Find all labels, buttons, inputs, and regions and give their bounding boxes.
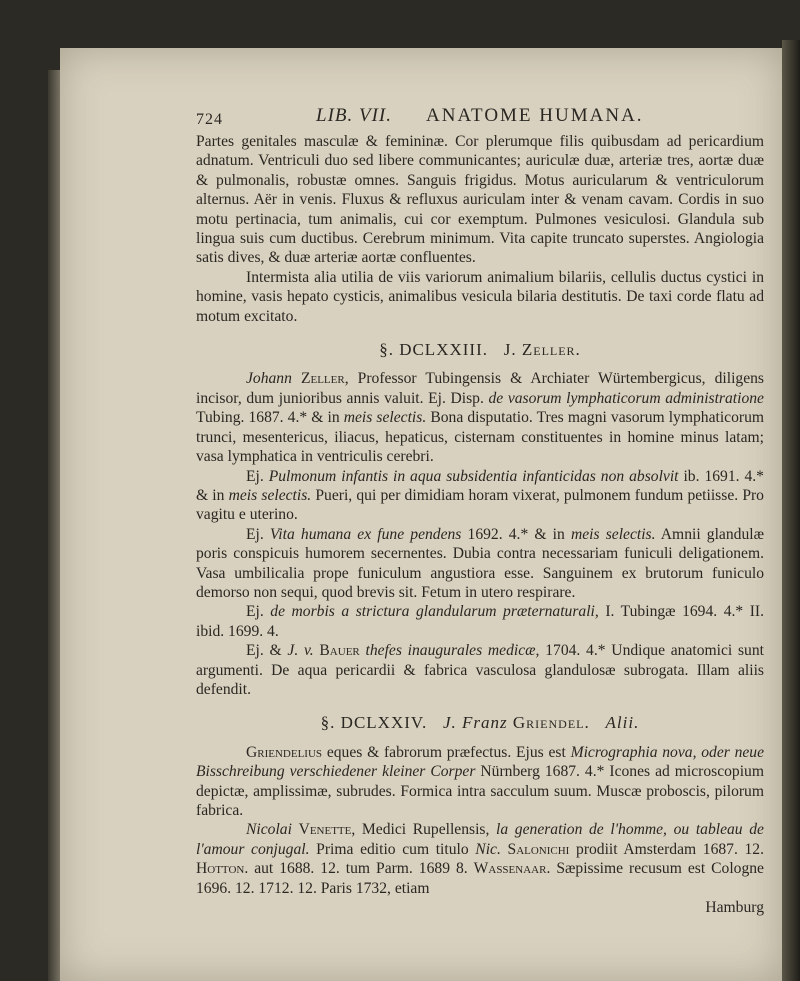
text-run: aut 1688. 12. tum Parm. 1689 8. [254,860,468,878]
text-run: 1704. 4.* Undique anatomici sunt argumenti. De aqua pericardii & fabrica vasculosa glandulosæ subrogata. Illam aliis defendit. [196,642,764,698]
book-spine [782,40,800,981]
text-run: prodiit Amsterdam 1687. 12. [576,840,765,858]
author-name: Bauer [319,642,360,660]
text-run: eques & fabrorum præfectus. Ejus est [326,743,566,761]
work-title: thefes inaugurales medicæ, [365,642,540,660]
work-title: de morbis a strictura glandularum præternaturali, [270,603,599,621]
author-name: Zeller [300,370,345,388]
text-run: Ej. [246,603,264,621]
author-name: Venette [298,821,352,839]
text-run: Ej. [246,525,264,543]
paragraph [196,602,764,641]
given-name: J. Franz [442,713,508,733]
collection-ref: meis selectis. [228,486,312,504]
work-title: Vita humana ex fune pendens [269,525,462,543]
section-others: Alii. [605,713,640,733]
paragraph [196,641,764,699]
given-name: Johann [246,370,292,388]
page-number: 724 [196,111,223,128]
section-number: §. DCLXXIII. [379,340,488,360]
section-author: Griendel. [512,713,590,733]
text-run: Sæpissime recusum est Cologne 1696. 12. 1712. 12. Paris 1732, etiam [196,860,764,897]
running-title: ANATOME HUMANA. [426,105,644,126]
text-run: Prima editio cum titulo [316,840,469,858]
author-name: Salonichi [507,840,570,858]
work-title: Micrographia nova, oder neue Bisschreibung verschiedener kleiner Corper [196,743,765,781]
text-run: 1692. 4.* & in [467,525,565,543]
text-run: Bona disputatio. Tres magni vasorum lymphaticorum trunci, mesentericus, iliacus, hepaticus, cisternam constituentes in homine minus latam; vasa lymphatica in ventriculis cerebri. [196,409,764,466]
page-content [196,102,764,917]
paragraph: Partes genitales masculæ & femininæ. Cor plerumque filis quibusdam ad pericardium adnatum. Ventriculi duo sed libere communicantes; auriculæ duæ, arteriæ tres, aortæ duæ & pulmonalis, robustæ omnes. Sanguis frigidus. Motus auricularum & ventriculorum alternus. Aër in venis. Fluxus & refluxus auriculam inter & venam cavam. Cordis in suo motu pertinacia, tum animalis, cui cor exemptum. Pulmones vesiculosi. Glandula sub lingua suis cum ductibus. Cerebrum minimum. Vita capite truncato superstes. Angiologia satis dives, & duæ arteriæ aortæ confluentes. [196,133,764,267]
text-run: Nürnberg 1687. 4.* Icones ad microscopium depictæ, amplissimæ, subrudes. Formica intra sacculum suum. Muscæ proboscis, pilorum fabrica. [196,763,764,819]
section-number: §. DCLXXIV. [320,713,428,733]
text-run: Pueri, qui per dimidiam horam vixerat, pulmonem fundum petiisse. Pro vagitu e uterino. [196,486,764,524]
author-name: Hotton. [196,860,249,878]
text-run: I. Tubingæ 1694. 4.* II. ibid. 1699. 4. [196,603,764,640]
book-section: LIB. VII. [316,105,393,126]
given-name: Nicolai [246,821,292,839]
author-name: Wassenaar. [473,860,551,878]
text-run: , Medici Rupellensis, [351,821,490,839]
paragraph [196,525,764,603]
text-run: Ej. & [246,642,282,660]
catchword-text: Hamburg [705,899,764,917]
work-title: Pulmonum infantis in aqua subsidentia infanticidas non absolvit [268,467,679,485]
text-run: , Professor Tubingensis & Archiater Würtembergicus, diligens incisor, dum junioribus annis valuit. Ej. Disp. [196,370,764,407]
text-run: ib. 1691. 4.* & in [196,467,764,504]
paragraph [196,467,764,525]
given-name: Nic. [475,840,501,858]
text-run: Tubing. 1687. 4.* & in [196,409,340,427]
author-name: Griendelius [246,743,323,761]
paragraph [196,369,764,466]
work-title: de vasorum lymphaticorum administratione [488,389,764,407]
collection-ref: meis selectis. [570,525,656,543]
given-name: J. v. [287,642,314,660]
collection-ref: meis selectis. [343,409,427,427]
paragraph: Intermista alia utilia de viis variorum animalium bilariis, cellulis ductus cystici in homine, vasis hepato cysticis, animalibus vesicula bilaria destitutis. De taxi corde flatu ad motum excitato. [196,268,764,325]
section-heading [196,340,764,359]
paragraph [196,743,764,821]
text-run: Amnii glandulæ poris conspicuis humorem secernentes. Dubia contra necessariam funiculi deligationem. Vasa umbilicalia prope funiculum angustiora esse. Sanguinem ex brutorum funiculo demorso non sequi, quod brevis sit. Fetum in utero respirare. [196,525,764,601]
section-heading [196,713,764,732]
work-title: la generation de l'homme, ou tableau de l'amour conjugal. [196,821,764,858]
paragraph [196,820,764,898]
text-run: Ej. [246,467,264,485]
running-header [196,102,764,132]
section-author: J. Zeller. [503,340,581,360]
catchword [196,898,764,917]
